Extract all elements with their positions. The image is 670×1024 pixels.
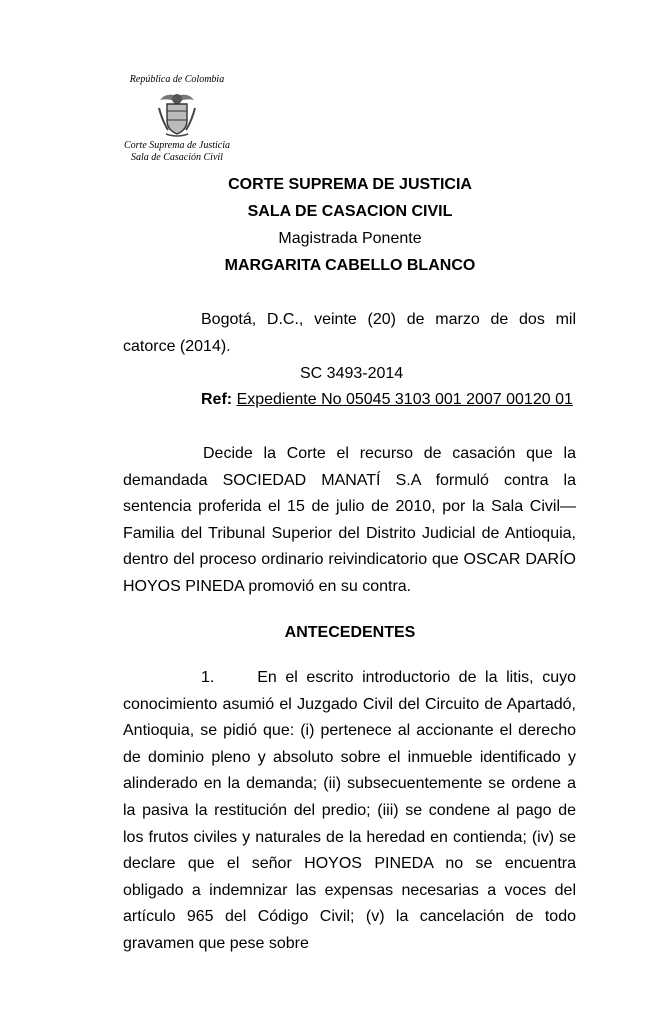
date-text: Bogotá, D.C., veinte (20) de marzo de dos mil catorce bbox=[123, 311, 576, 355]
date-line bbox=[123, 307, 576, 360]
reference-label: Ref: bbox=[201, 391, 233, 408]
judge-name: MARGARITA CABELLO BLANCO bbox=[224, 257, 476, 274]
letterhead bbox=[118, 74, 236, 164]
reference-line bbox=[201, 390, 573, 410]
paragraph-1 bbox=[123, 665, 576, 958]
letterhead-country: República de Colombia bbox=[129, 74, 225, 85]
chamber-title: SALA DE CASACION CIVIL bbox=[247, 203, 453, 220]
section-title: ANTECEDENTES bbox=[284, 624, 416, 641]
colombia-coat-of-arms-icon bbox=[156, 90, 198, 138]
court-title: CORTE SUPREMA DE JUSTICIA bbox=[228, 176, 472, 193]
reference-value: Expediente No 05045 3103 001 2007 00120 01 bbox=[236, 391, 573, 408]
paragraph-1-number: 1. bbox=[201, 669, 215, 686]
letterhead-chamber: Sala de Casación Civil bbox=[131, 152, 223, 163]
paragraph-1-text: En el escrito introductorio de la litis, cuyo conocimiento asumió el Juzgado Civil del Circuito de Apartadó, Antioquia, se pidió que: (i) pertenece al accionante el derecho de dominio pleno y absoluto sobre el inmueble identificado y alinderado en la demanda; (ii) subsecuentemente se ordene a la pasiva la restitución del predio; (iii) se condene al pago de los frutos civiles y naturales de la heredad en contienda; (iv) se declare que el señor HOYOS PINEDA no se encuentra obligado a indemnizar las expensas necesarias a voces del artículo 965 del Código Civil; (v) la cancelación de todo gravamen que pese sobre bbox=[123, 669, 576, 952]
case-number: SC 3493-2014 bbox=[300, 365, 404, 382]
letterhead-court: Corte Suprema de Justicia bbox=[123, 140, 230, 151]
date-year: (2014). bbox=[179, 337, 231, 355]
intro-paragraph: Decide la Corte el recurso de casación que la demandada SOCIEDAD MANATÍ S.A formuló contra la sentencia proferida el 15 de julio de 2010, por la Sala Civil—Familia del Tribunal Superior del Distrito Judicial de Antioquia, dentro del proceso ordinario reivindicatorio que OSCAR DARÍO HOYOS PINEDA promovió en su contra. bbox=[123, 445, 576, 595]
judge-role: Magistrada Ponente bbox=[278, 230, 422, 247]
